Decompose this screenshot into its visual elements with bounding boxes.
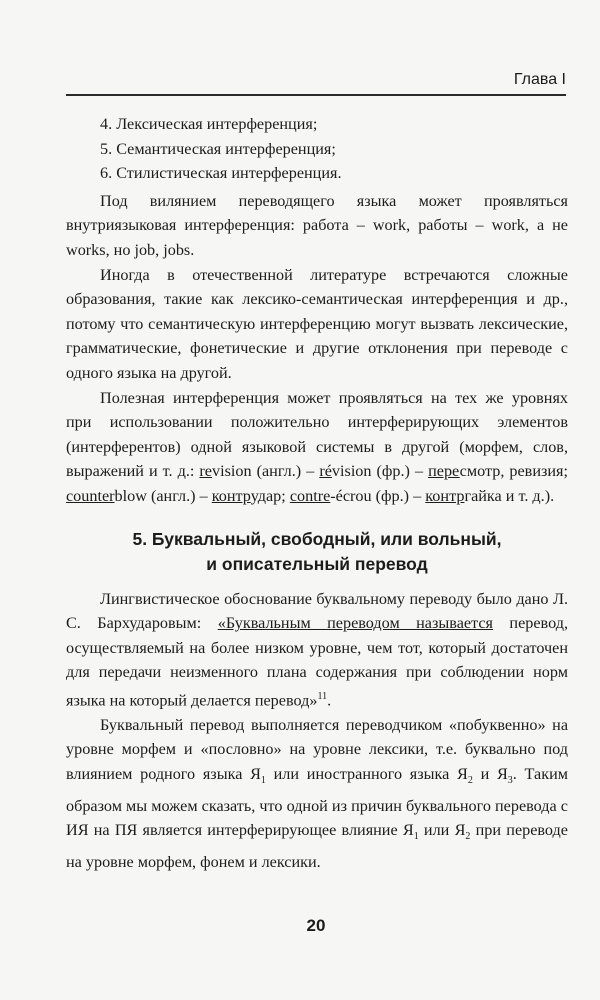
paragraph-interference-examples (66, 386, 568, 509)
text-run: vision (фр.) – (331, 462, 429, 481)
list-item: 5. Семантическая интерференция; (100, 139, 336, 158)
footnote-marker: 11 (317, 690, 328, 702)
paragraph: Иногда в отечественной литературе встречаются сложные образования, такие как лексико-семантическая интерференция и др., потому что семантическую интерференцию могут вызвать лексические, грамматические, фонетические и другие отклонения при переводе с одного языка на другой. (66, 265, 568, 382)
subscript: 2 (467, 775, 473, 787)
text-run: гайка и т. д.). (464, 486, 555, 505)
subscript: 1 (413, 831, 419, 843)
page-number: 20 (306, 916, 326, 935)
text-run: blow (англ.) – (114, 486, 212, 505)
text-run: . Таким образом мы можем сказать, что одной из причин буквального перевода с ИЯ на ПЯ является интерферирующее влияние Я (66, 765, 568, 840)
text-run: -écrou (фр.) – (330, 486, 426, 505)
underlined-morpheme: контр (425, 486, 465, 505)
subscript: 2 (465, 831, 471, 843)
underlined-morpheme: контр (211, 486, 251, 505)
text-run: или иностранного языка Я (265, 765, 468, 784)
underlined-morpheme: counter (66, 486, 115, 505)
text-run: Полезная интерференция может проявляться на тех же уровнях при использовании положительно интерферирующих элементов (интерферентов) одной языковой системы в другой (морфем, слов, выражений и т. д.: (66, 388, 568, 481)
subscript: 3 (507, 775, 513, 787)
underlined-quote: «Буквальным переводом называется (217, 614, 493, 633)
text-run: при переводе на уровне морфем, фонем и лексики. (66, 821, 568, 872)
underlined-morpheme: contre (289, 486, 331, 505)
running-header: Глава I (513, 71, 566, 88)
page-body (66, 112, 568, 875)
underlined-morpheme: re (199, 462, 212, 481)
underlined-morpheme: пере (428, 462, 460, 481)
text-run: vision (англ.) – (212, 462, 320, 481)
paragraph-definition (66, 587, 568, 713)
text-run: . (327, 691, 332, 710)
subscript: 1 (260, 775, 266, 787)
underlined-morpheme: ré (319, 462, 332, 481)
text-run: смотр, ревизия; (459, 462, 568, 481)
list-item: 6. Стилистическая интерференция. (100, 164, 342, 183)
text-run: удар; (250, 486, 290, 505)
paragraph-literal-translation (66, 713, 568, 875)
text-run: Лингвистическое обоснование буквальному переводу было дано Л. С. Бархударовым: (66, 589, 568, 633)
section-heading-line: 5. Буквальный, свободный, или вольный, (132, 528, 502, 549)
text-run: Буквальный перевод выполняется переводчиком «побуквенно» на уровне морфем и «пословно» на уровне лексики, т.е. буквально под влиянием родного языка Я (66, 715, 568, 784)
paragraph: Под вилянием переводящего языка может проявляться внутриязыковая интерференция: работа – work, работы – work, а не works, но job, jobs. (66, 191, 568, 259)
text-run: перевод, осуществляемый на более низком уровне, чем тот, который достаточен для передачи неизменного плана содержания при соблюдении норм языка на который делается перевод» (66, 614, 568, 710)
list-item: 4. Лексическая интерференция; (100, 115, 318, 133)
text-run: и Я (472, 765, 508, 784)
text-run: или Я (418, 821, 466, 840)
section-heading-line: и описательный перевод (206, 553, 428, 574)
header-rule (66, 94, 566, 96)
section-heading (66, 527, 568, 577)
